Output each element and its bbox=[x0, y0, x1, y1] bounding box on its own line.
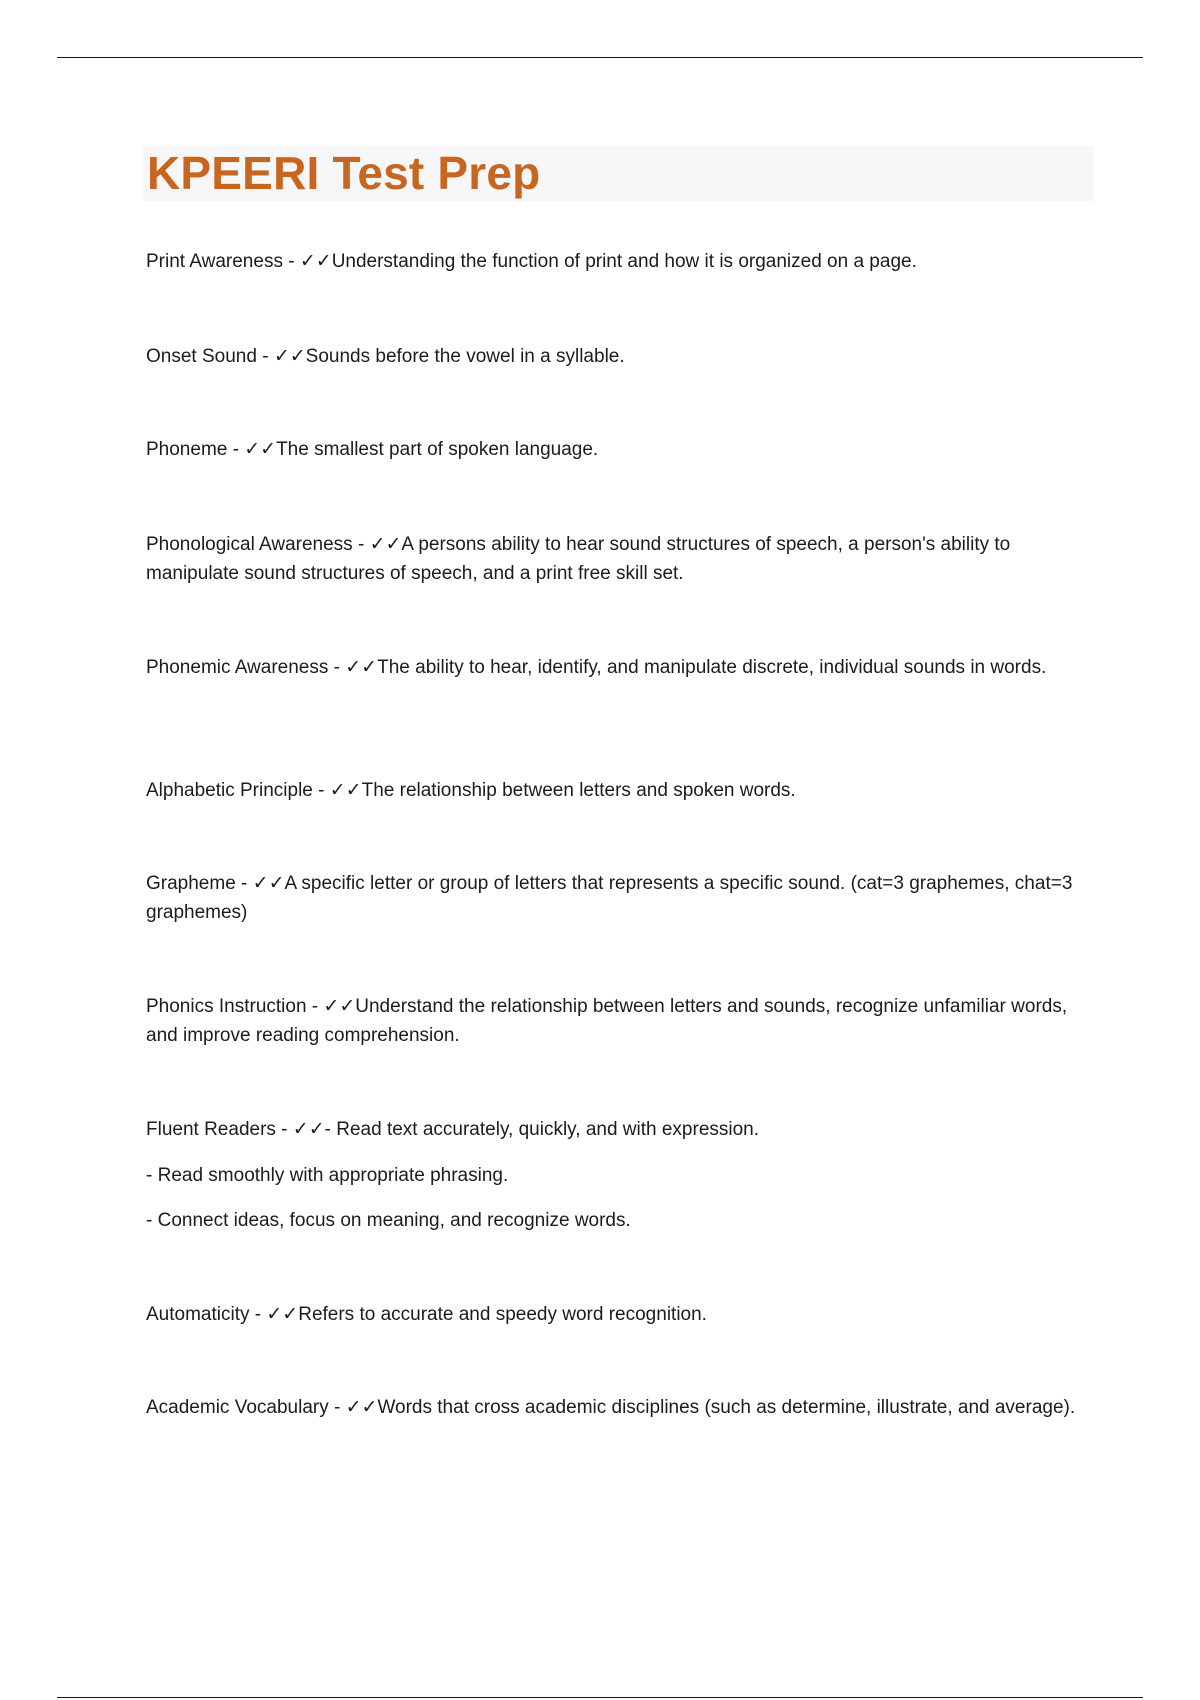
entry-separator: - bbox=[328, 657, 346, 678]
fluent-readers-bullet: - Connect ideas, focus on meaning, and recognize words. bbox=[146, 1210, 631, 1231]
entry-term: Grapheme bbox=[146, 873, 236, 894]
entry-definition: Refers to accurate and speedy word recognition. bbox=[298, 1304, 707, 1325]
entry-definition: Sounds before the vowel in a syllable. bbox=[305, 346, 625, 367]
entry-definition: The ability to hear, identify, and manipulate discrete, individual sounds in words. bbox=[377, 657, 1047, 678]
entry-definition: Understanding the function of print and how it is organized on a page. bbox=[331, 251, 917, 272]
entry-separator: - bbox=[312, 780, 330, 801]
entry-fluent-readers bbox=[146, 1115, 1086, 1144]
entry-separator: - bbox=[256, 346, 274, 367]
entry-term: Phonics Instruction bbox=[146, 996, 307, 1017]
entry-phonics-instruction bbox=[146, 992, 1086, 1050]
fluent-readers-bullet: - Read smoothly with appropriate phrasing. bbox=[146, 1165, 509, 1186]
double-check-icon: ✓✓ bbox=[273, 345, 306, 367]
top-rule bbox=[57, 57, 1143, 58]
entry-term: Onset Sound bbox=[146, 346, 257, 367]
entry-definition: Words that cross academic disciplines (such as determine, illustrate, and average). bbox=[377, 1397, 1076, 1418]
entry-automaticity bbox=[146, 1300, 1086, 1329]
entry-term: Print Awareness bbox=[146, 251, 283, 272]
double-check-icon: ✓✓ bbox=[345, 1396, 378, 1418]
entry-term: Phonological Awareness bbox=[146, 534, 353, 555]
entry-definition: The relationship between letters and spoken words. bbox=[361, 780, 796, 801]
entry-separator: - bbox=[275, 1119, 293, 1140]
entry-definition: The smallest part of spoken language. bbox=[276, 439, 599, 460]
bottom-rule bbox=[57, 1697, 1143, 1698]
double-check-icon: ✓✓ bbox=[329, 779, 362, 801]
entry-alphabetic-principle bbox=[146, 776, 1086, 805]
entry-term: Automaticity bbox=[146, 1304, 250, 1325]
entry-academic-vocabulary bbox=[146, 1393, 1086, 1422]
entry-separator: - bbox=[227, 439, 245, 460]
double-check-icon: ✓✓ bbox=[266, 1303, 299, 1325]
entry-term: Phonemic Awareness bbox=[146, 657, 329, 678]
entry-separator: - bbox=[306, 996, 324, 1017]
entry-separator: - bbox=[282, 251, 300, 272]
entry-separator: - bbox=[235, 873, 253, 894]
page-title: KPEERI Test Prep bbox=[147, 147, 541, 199]
entry-definition: Understand the relationship between letters and sounds, recognize unfamiliar words, and improve reading comprehension. bbox=[146, 996, 1068, 1046]
entry-phoneme bbox=[146, 435, 1086, 464]
entry-term: Academic Vocabulary bbox=[146, 1397, 329, 1418]
entry-term: Phoneme bbox=[146, 439, 228, 460]
entry-term: Alphabetic Principle bbox=[146, 780, 313, 801]
double-check-icon: ✓✓ bbox=[244, 438, 277, 460]
entry-separator: - bbox=[249, 1304, 267, 1325]
entry-definition: A specific letter or group of letters that represents a specific sound. (cat=3 graphemes, chat=3 graphemes) bbox=[146, 873, 1073, 923]
entry-onset-sound bbox=[146, 342, 1086, 371]
entry-phonological-awareness bbox=[146, 530, 1086, 588]
double-check-icon: ✓✓ bbox=[292, 1118, 325, 1140]
entry-separator: - bbox=[352, 534, 370, 555]
double-check-icon: ✓✓ bbox=[369, 533, 402, 555]
entry-definition: - Read text accurately, quickly, and with expression. bbox=[324, 1119, 760, 1140]
entry-grapheme bbox=[146, 869, 1086, 927]
entry-separator: - bbox=[328, 1397, 346, 1418]
entry-phonemic-awareness bbox=[146, 653, 1086, 682]
double-check-icon: ✓✓ bbox=[323, 995, 356, 1017]
entry-term: Fluent Readers bbox=[146, 1119, 276, 1140]
entry-print-awareness bbox=[146, 247, 1086, 276]
double-check-icon: ✓✓ bbox=[252, 872, 285, 894]
double-check-icon: ✓✓ bbox=[345, 656, 378, 678]
entry-definition: A persons ability to hear sound structures of speech, a person's ability to manipulate sound structures of speech, and a print free skill set. bbox=[146, 534, 1011, 584]
double-check-icon: ✓✓ bbox=[299, 250, 332, 272]
